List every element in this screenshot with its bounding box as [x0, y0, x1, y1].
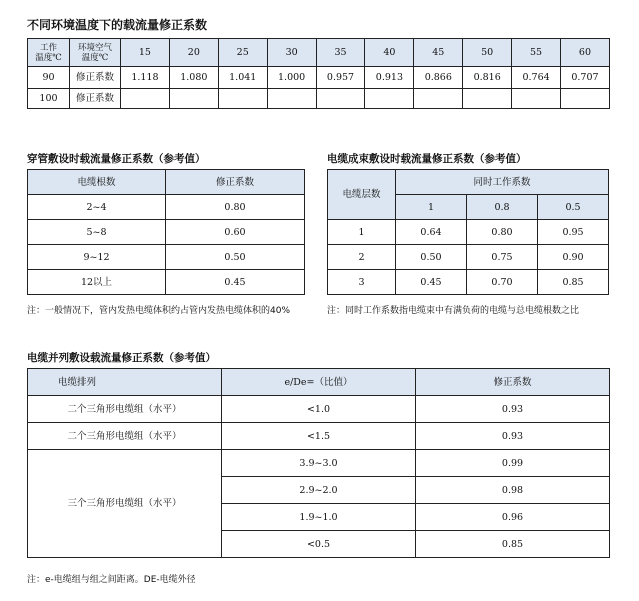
ratio-cell: 1.9~1.0: [222, 504, 416, 531]
value-cell: [512, 89, 561, 109]
table4-title: 电缆并列敷设载流量修正系数（参考值）: [27, 352, 216, 364]
layer-count-header: 电缆层数: [328, 170, 396, 220]
factor-cell: 0.80: [166, 195, 305, 220]
factor-cell: 0.45: [396, 270, 467, 295]
table-row: [328, 220, 609, 245]
table-row: [28, 270, 305, 295]
factor-cell: 0.50: [396, 245, 467, 270]
correction-factor-header: 修正系数: [166, 170, 305, 195]
table-row: [28, 89, 610, 109]
env-temp-header: 环境空气 温度℃: [70, 39, 121, 67]
temp-header: 55: [512, 39, 561, 67]
work-temp-cell: 100: [28, 89, 70, 109]
table1-header-row: [28, 39, 610, 67]
table2-title: 穿管敷设时载流量修正系数（参考值）: [27, 153, 206, 165]
bundle-correction-table: [327, 169, 609, 295]
table-row: [328, 245, 609, 270]
value-cell: 1.080: [169, 67, 218, 89]
table3-note: 注：同时工作系数指电缆束中有满负荷的电缆与总电缆根数之比: [327, 306, 580, 316]
table-row: [28, 195, 305, 220]
cable-count-header: 电缆根数: [28, 170, 166, 195]
cable-count-cell: 9~12: [28, 245, 166, 270]
correction-factor-header: 修正系数: [416, 369, 610, 396]
factor-cell: 0.99: [416, 450, 610, 477]
temp-header: 20: [169, 39, 218, 67]
work-factor-header: 0.5: [538, 195, 609, 220]
table-row: [328, 270, 609, 295]
temp-header: 45: [414, 39, 463, 67]
temp-header: 15: [121, 39, 170, 67]
arrangement-cell: 二个三角形电缆组（水平）: [28, 423, 222, 450]
table4-note: 注：e-电缆组与组之间距离。DE-电缆外径: [27, 575, 196, 585]
value-cell: [561, 89, 610, 109]
value-cell: 0.707: [561, 67, 610, 89]
temp-header: 30: [267, 39, 316, 67]
temp-header: 40: [365, 39, 414, 67]
ratio-cell: <1.0: [222, 396, 416, 423]
factor-cell: 0.80: [467, 220, 538, 245]
cable-count-cell: 2~4: [28, 195, 166, 220]
table-row: [28, 245, 305, 270]
value-cell: [365, 89, 414, 109]
table3-header-row: [328, 170, 609, 195]
factor-cell: 0.70: [467, 270, 538, 295]
factor-cell: 0.85: [416, 531, 610, 558]
corner-header: 工作 温度℃: [28, 39, 70, 67]
layer-cell: 3: [328, 270, 396, 295]
value-cell: [267, 89, 316, 109]
factor-cell: 0.64: [396, 220, 467, 245]
value-cell: [169, 89, 218, 109]
value-cell: 0.866: [414, 67, 463, 89]
ratio-cell: 2.9~2.0: [222, 477, 416, 504]
table3-title: 电缆成束敷设时载流量修正系数（参考值）: [327, 153, 527, 165]
cable-count-cell: 5~8: [28, 220, 166, 245]
factor-cell: 0.50: [166, 245, 305, 270]
temp-header: 25: [218, 39, 267, 67]
table2-note: 注：一般情况下，管内发热电缆体积约占管内发热电缆体积的40%: [27, 306, 291, 316]
ratio-header: e/De=（比值）: [222, 369, 416, 396]
value-cell: 0.764: [512, 67, 561, 89]
ratio-cell: 3.9~3.0: [222, 450, 416, 477]
layer-cell: 1: [328, 220, 396, 245]
ratio-cell: <1.5: [222, 423, 416, 450]
table-row: [28, 67, 610, 89]
table1-title: 不同环境温度下的载流量修正系数: [27, 18, 208, 32]
factor-cell: 0.98: [416, 477, 610, 504]
factor-cell: 0.60: [166, 220, 305, 245]
table-row: [28, 450, 610, 477]
value-cell: 1.041: [218, 67, 267, 89]
parallel-correction-table: [27, 368, 610, 558]
conduit-correction-table: [27, 169, 305, 295]
value-cell: [316, 89, 365, 109]
value-cell: 0.957: [316, 67, 365, 89]
factor-cell: 0.93: [416, 423, 610, 450]
factor-cell: 0.85: [538, 270, 609, 295]
cable-count-cell: 12以上: [28, 270, 166, 295]
temperature-correction-table: [27, 38, 610, 109]
value-cell: 0.913: [365, 67, 414, 89]
value-cell: 1.118: [121, 67, 170, 89]
layer-cell: 2: [328, 245, 396, 270]
arrangement-cell: 三个三角形电缆组（水平）: [28, 450, 222, 558]
simultaneous-work-header: 同时工作系数: [396, 170, 609, 195]
table-row: [28, 396, 610, 423]
work-factor-header: 1: [396, 195, 467, 220]
factor-cell: 0.90: [538, 245, 609, 270]
arrangement-cell: 二个三角形电缆组（水平）: [28, 396, 222, 423]
table-row: [28, 220, 305, 245]
factor-cell: 0.93: [416, 396, 610, 423]
factor-cell: 0.96: [416, 504, 610, 531]
value-cell: 1.000: [267, 67, 316, 89]
arrangement-header: 电缆排列: [28, 369, 222, 396]
factor-cell: 0.75: [467, 245, 538, 270]
ratio-cell: <0.5: [222, 531, 416, 558]
work-factor-header: 0.8: [467, 195, 538, 220]
table-row: [28, 423, 610, 450]
factor-cell: 0.45: [166, 270, 305, 295]
temp-header: 50: [463, 39, 512, 67]
value-cell: [121, 89, 170, 109]
table4-header-row: [28, 369, 610, 396]
work-temp-cell: 90: [28, 67, 70, 89]
temp-header: 35: [316, 39, 365, 67]
factor-cell: 0.95: [538, 220, 609, 245]
value-cell: 0.816: [463, 67, 512, 89]
value-cell: [218, 89, 267, 109]
row-label-cell: 修正系数: [70, 67, 121, 89]
row-label-cell: 修正系数: [70, 89, 121, 109]
table2-header-row: [28, 170, 305, 195]
value-cell: [463, 89, 512, 109]
temp-header: 60: [561, 39, 610, 67]
value-cell: [414, 89, 463, 109]
